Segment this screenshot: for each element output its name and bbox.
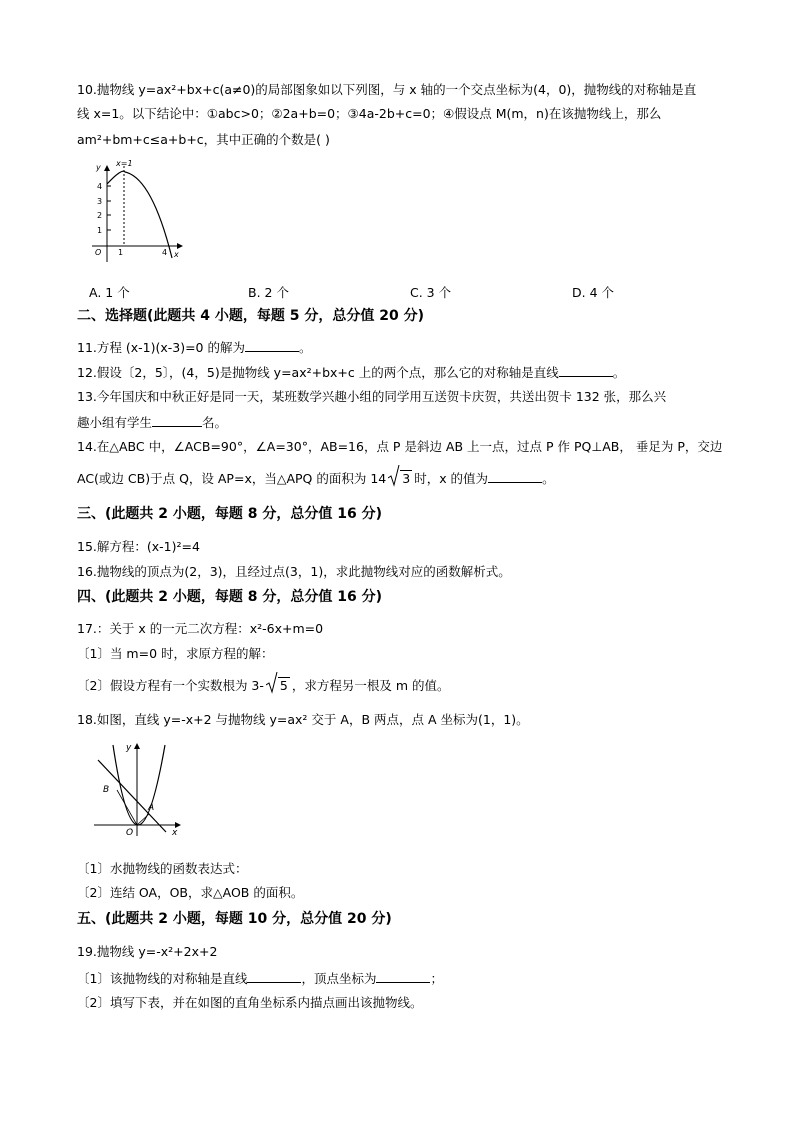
q10-line-3: am²+bm+c≤a+b+c，其中正确的个数是( ) [77,132,330,147]
q13-text: 趣小组有学生 [77,415,153,430]
q19-part-2: 〔2〕填写下表，并在如图的直角坐标系内描点画出该抛物线。 [77,995,423,1010]
q10-origin-label: O [95,248,102,257]
q11-text: 11.方程 (x-1)(x-3)=0 的解为 [77,340,245,355]
q19-axis-blank[interactable] [247,970,301,983]
q10-y-tick-1: 1 [97,226,103,235]
q12-answer-blank[interactable] [559,364,613,377]
q10-x-tick-1: 1 [118,248,124,257]
q10-option-a[interactable]: A. 1 个 [89,285,130,300]
q10-y-axis-label: y [96,163,101,172]
q14-sqrt [388,471,412,487]
section-3-heading: 三、(此题共 2 小题，每题 8 分，总分值 16 分) [77,506,383,522]
q18-part-1: 〔1〕水抛物线的函数表达式： [77,861,248,876]
q12-post: 。 [612,365,626,380]
q18-stem: 18.如图，直线 y=-x+2 与抛物线 y=ax² 交于 A，B 两点，点 A 坐标为(1，1)。 [77,712,529,727]
q10-x-axis-label: x [174,250,179,259]
q13-line-1: 13.今年国庆和中秋正好是同一天，某班数学兴趣小组的同学用互送贺卡庆贺，共送出贺卡 132 张，那么兴 [77,389,667,404]
q11-line [77,339,312,356]
q15-line: 15.解方程：(x-1)²=4 [77,539,200,554]
q19-part-1-text: 〔1〕该抛物线的对称轴是直线 [77,971,248,986]
q14-text: AC(或边 CB)于点 Q，设 AP=x，当△APQ 的面积为 14 [77,471,387,486]
q10-line-1: 10.抛物线 y=ax²+bx+c(a≠0)的局部图象如以下列图，与 x 轴的一个交点坐标为(4，0)，抛物线的对称轴是直 [77,82,697,97]
section-4-heading: 四、(此题共 2 小题，每题 8 分，总分值 16 分) [77,589,383,605]
q10-parabola-curve [107,171,172,258]
q18-segment-oa [137,814,149,825]
q17-radicand: 5 [279,678,288,693]
q18-graph [88,740,188,840]
q18-segment-ob [117,790,137,825]
q10-option-b[interactable]: B. 2 个 [248,285,289,300]
q14-line-2 [77,470,555,487]
q19-vertex-blank[interactable] [376,970,430,983]
q10-option-c[interactable]: C. 3 个 [410,285,452,300]
q10-x-tick-4: 4 [162,248,168,257]
q17-part-2-text: 〔2〕假设方程有一个实数根为 3- [77,678,264,693]
q13-answer-blank[interactable] [152,414,202,427]
q17-part-1: 〔1〕当 m=0 时，求原方程的解： [77,646,274,661]
q13-line-2 [77,414,227,431]
q19-part-1-mid: ，顶点坐标为 [301,971,377,986]
q14-line-1: 14.在△ABC 中，∠ACB=90°，∠A=30°，AB=16，点 P 是斜边 AB 上一点，过点 P 作 PQ⊥AB， 垂足为 P，交边 [77,439,723,454]
q14-mid: 时，x 的值为 [414,471,489,486]
q10-y-tick-2: 2 [97,211,103,220]
q10-line-2: 线 x=1。以下结论中：①abc>0；②2a+b=0；③4a-2b+c=0；④假设点 M(m，n)在该抛物线上，那么 [77,106,662,121]
q18-y-axis-label: y [126,743,132,753]
q17-part-2 [77,678,449,694]
q18-point-b-label: B [103,785,110,795]
q18-origin-label: O [126,828,134,838]
q14-radicand: 3 [402,471,411,486]
q18-point-a-label: A [148,803,155,813]
q12-text: 12.假设〔2，5〕，(4，5)是抛物线 y=ax²+bx+c 上的两个点，那么它的对称轴是直线 [77,365,559,380]
q18-part-2: 〔2〕连结 OA，OB，求△AOB 的面积。 [77,885,304,900]
q19-stem: 19.抛物线 y=-x²+2x+2 [77,944,218,959]
q16-line: 16.抛物线的顶点为(2，3)，且经过点(3，1)，求此抛物线对应的函数解析式。 [77,564,511,579]
q17-part-2-post: ，求方程另一根及 m 的值。 [291,678,450,693]
q12-line [77,364,625,381]
q10-parabola-graph [82,158,192,268]
q19-part-1 [77,970,443,987]
q10-y-tick-3: 3 [97,197,103,206]
section-5-heading: 五、(此题共 2 小题，每题 10 分，总分值 20 分) [77,911,392,927]
q17-sqrt [266,678,290,694]
q14-answer-blank[interactable] [488,470,542,483]
q10-sym-label: x=1 [116,159,133,168]
q11-answer-blank[interactable] [245,339,299,352]
q11-post: 。 [298,340,312,355]
q18-x-axis-label: x [172,828,178,838]
q17-stem: 17.：关于 x 的一元二次方程：x²-6x+m=0 [77,621,324,636]
q13-post: 名。 [202,415,228,430]
q10-option-d[interactable]: D. 4 个 [572,285,614,300]
section-2-heading: 二、选择题(此题共 4 小题，每题 5 分，总分值 20 分) [77,308,425,324]
q10-y-tick-4: 4 [97,182,103,191]
q19-part-1-post: ； [430,971,443,986]
q14-post: 。 [542,471,555,486]
